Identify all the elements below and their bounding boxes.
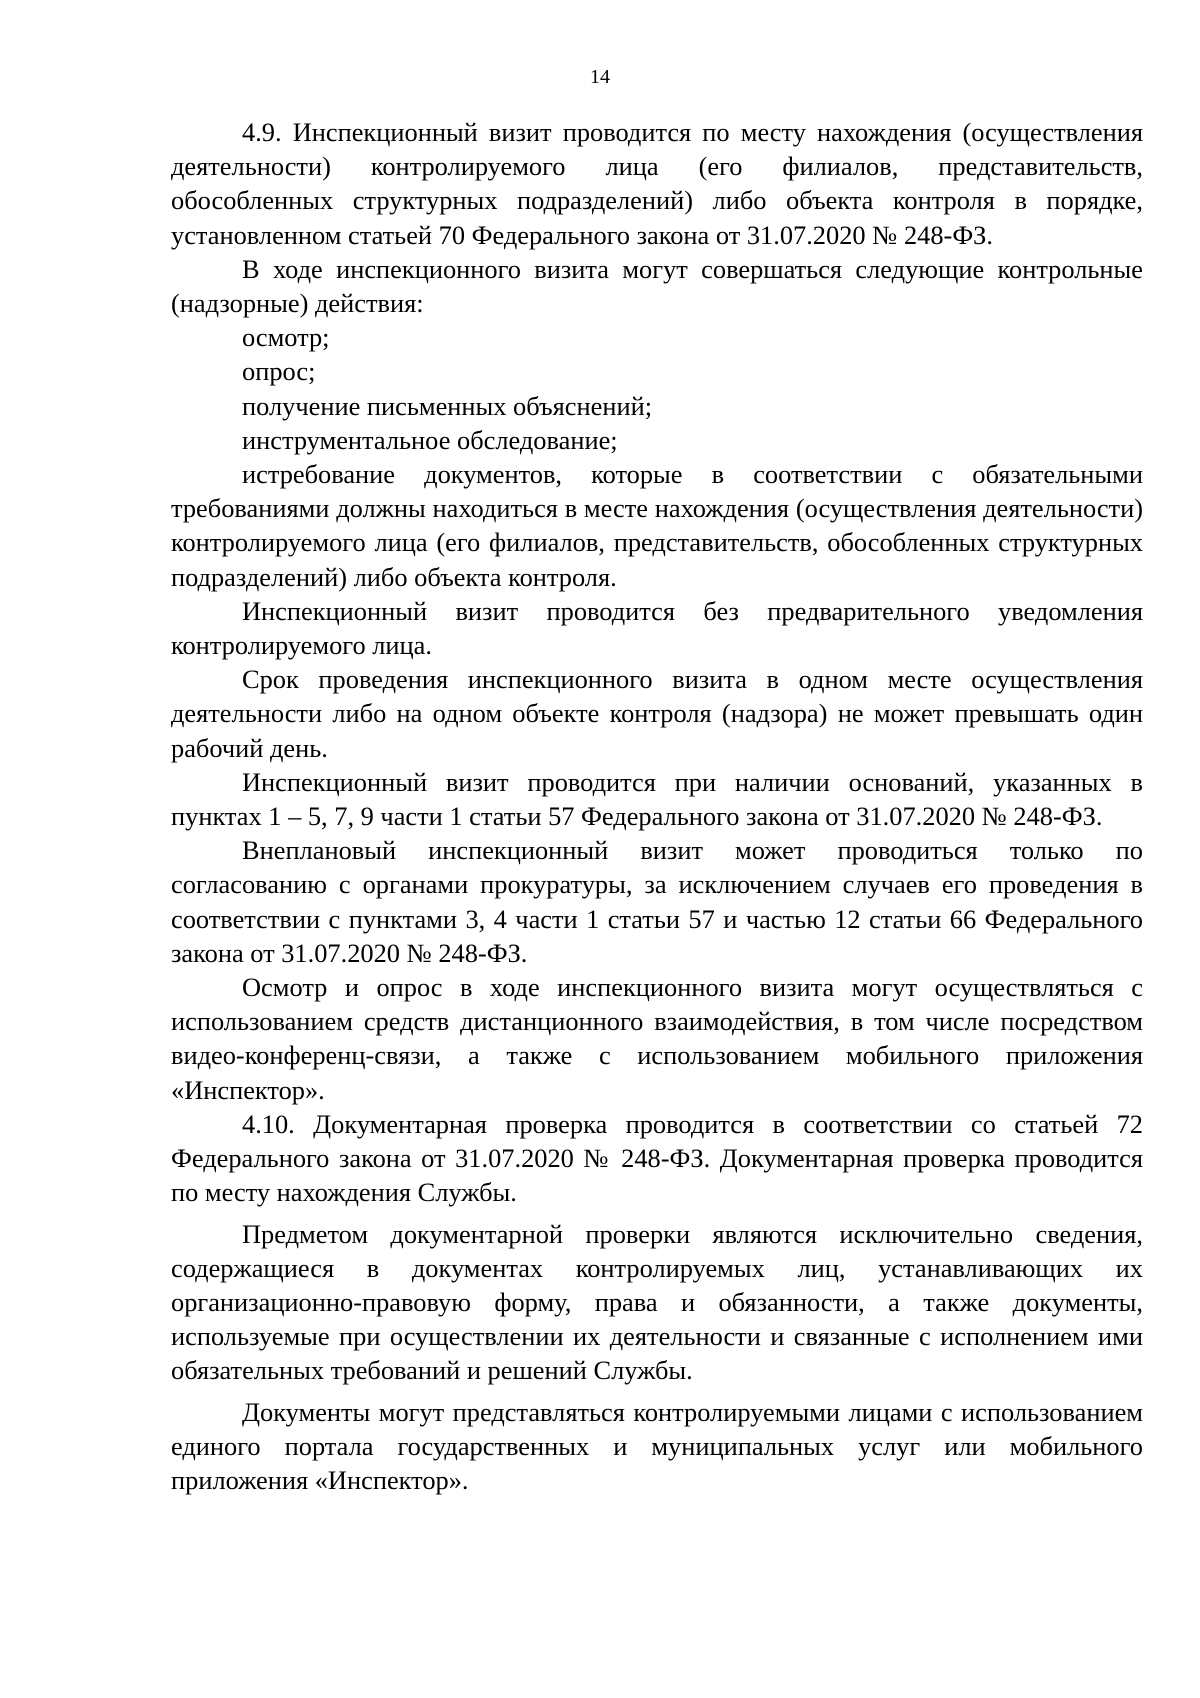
document-body [171, 115, 1143, 1497]
paragraph-duration: Срок проведения инспекционного визита в одном месте осуществления деятельности либо на одном объекте контроля (надзора) не может превышать один рабочий день. [171, 664, 1143, 763]
list-item-instrumental-survey: инструментальное обследование; [242, 424, 618, 455]
paragraph-no-notice: Инспекционный визит проводится без предварительного уведомления контролируемого лица. [171, 595, 1143, 661]
paragraph-4-10: 4.10. Документарная проверка проводится в соответствии со статьей 72 Федерального закона от 31.07.2020 № 248-ФЗ. Документарная проверка проводится по месту нахождения Службы. [171, 1108, 1143, 1208]
paragraph-submission: Документы могут представляться контролируемыми лицами с использованием единого портала государственных и муниципальных услуг или мобильного приложения «Инспектор». [171, 1396, 1143, 1495]
list-item-inspection: осмотр; [242, 322, 330, 353]
paragraph-grounds: Инспекционный визит проводится при наличии оснований, указанных в пунктах 1 – 5, 7, 9 части 1 статьи 57 Федерального закона от 31.07.2020 № 248-ФЗ. [171, 766, 1143, 832]
paragraph-actions-intro: В ходе инспекционного визита могут совершаться следующие контрольные (надзорные) действия: [171, 253, 1143, 319]
paragraph-subject: Предметом документарной проверки являются исключительно сведения, содержащиеся в документах контролируемых лиц, устанавливающих их организационно-правовую форму, права и обязанности, а также документы, используемые при осуществлении их деятельности и связанные с исполнением ими обязательных требований и решений Службы. [171, 1218, 1143, 1386]
paragraph-remote: Осмотр и опрос в ходе инспекционного визита могут осуществляться с использованием средств дистанционного взаимодействия, в том числе посредством видео-конференц-связи, а также с использованием мобильного приложения «Инспектор». [171, 972, 1143, 1105]
paragraph-unscheduled: Внеплановый инспекционный визит может проводиться только по согласованию с органами прокуратуры, за исключением случаев его проведения в соответствии с пунктами 3, 4 части 1 статьи 57 и частью 12 статьи 66 Федерального закона от 31.07.2020 № 248-ФЗ. [171, 835, 1143, 968]
page-number: 14 [590, 66, 610, 88]
list-item-interview: опрос; [242, 356, 316, 387]
list-item-documents-request: истребование документов, которые в соответствии с обязательными требованиями должны находиться в месте нахождения (осуществления деятельности) контролируемого лица (его филиалов, представительств, обособленных структурных подразделений) либо объекта контроля. [171, 459, 1143, 592]
list-item-written-explanations: получение письменных объяснений; [242, 390, 653, 421]
paragraph-4-9: 4.9. Инспекционный визит проводится по месту нахождения (осуществления деятельности) контролируемого лица (его филиалов, представительств, обособленных структурных подразделений) либо объекта контроля в порядке, установленном статьей 70 Федерального закона от 31.07.2020 № 248-ФЗ. [171, 117, 1143, 250]
